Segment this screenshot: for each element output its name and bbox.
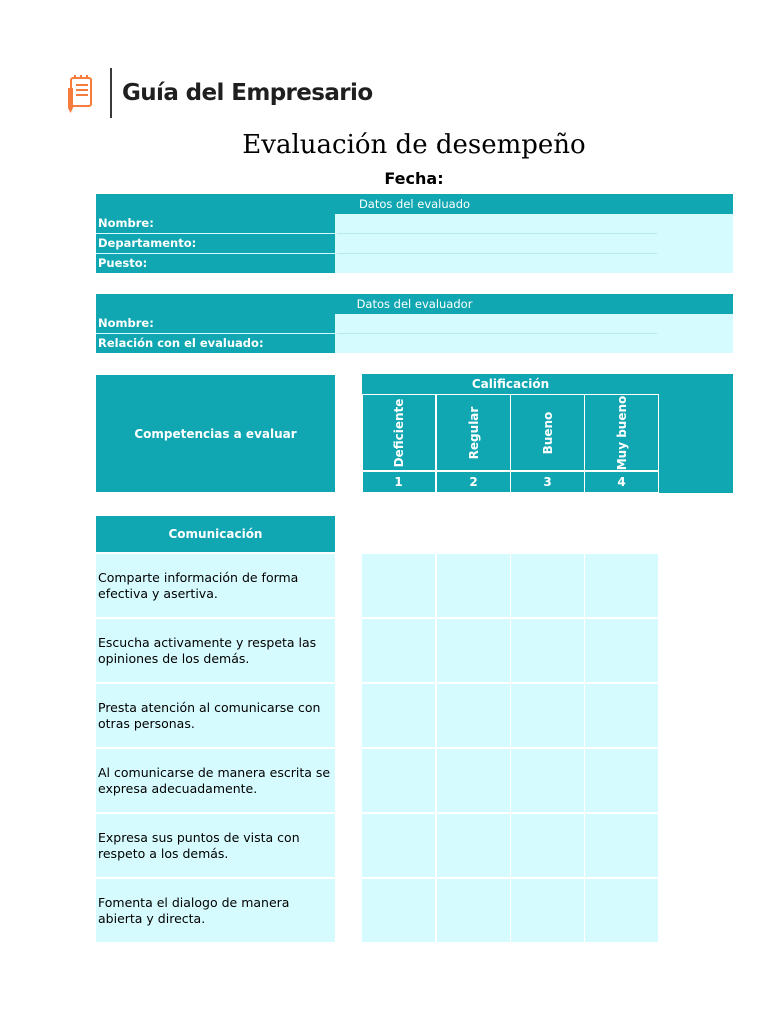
- rating-cell-r5-c1[interactable]: [362, 814, 435, 877]
- evaluated-department-field[interactable]: [337, 234, 733, 254]
- competency-item: Al comunicarse de manera escrita se expresa adecuadamente.: [96, 749, 335, 812]
- rating-cell-r2-c3[interactable]: [511, 619, 584, 682]
- competency-item: Fomenta el dialogo de manera abierta y directa.: [96, 879, 335, 942]
- rating-cell-r1-c3[interactable]: [511, 554, 584, 617]
- rating-cell-r2-c2[interactable]: [437, 619, 510, 682]
- rating-cell-r3-c3[interactable]: [511, 684, 584, 747]
- rating-cell-r3-c2[interactable]: [437, 684, 510, 747]
- rating-frame: [362, 394, 659, 493]
- rating-value-1: 1: [362, 472, 435, 492]
- rating-value-2: 2: [437, 472, 510, 492]
- rating-cell-r1-c2[interactable]: [437, 554, 510, 617]
- notepad-icon: [66, 74, 96, 114]
- brand-name: Guía del Empresario: [122, 80, 373, 106]
- evaluated-name-label: Nombre:: [96, 214, 335, 233]
- evaluated-position-field[interactable]: [337, 254, 733, 274]
- rating-cell-r5-c2[interactable]: [437, 814, 510, 877]
- rating-level-muy-bueno: Muy bueno: [585, 395, 658, 470]
- evaluated-position-label: Puesto:: [96, 254, 335, 273]
- evaluator-section-title: Datos del evaluador: [96, 294, 733, 314]
- competencies-header: Competencias a evaluar: [96, 375, 335, 492]
- evaluator-name-label: Nombre:: [96, 314, 335, 333]
- rating-level-regular: Regular: [437, 395, 510, 470]
- competency-item: Escucha activamente y respeta las opiniones de los demás.: [96, 619, 335, 682]
- rating-cell-r4-c2[interactable]: [437, 749, 510, 812]
- rating-level-bueno: Bueno: [511, 395, 584, 470]
- competency-item: Comparte información de forma efectiva y asertiva.: [96, 554, 335, 617]
- rating-extra-column: [659, 374, 733, 493]
- rating-cell-r1-c1[interactable]: [362, 554, 435, 617]
- evaluated-section-title: Datos del evaluado: [96, 194, 733, 214]
- logo-divider: [110, 68, 112, 118]
- rating-cell-r6-c4[interactable]: [585, 879, 658, 942]
- evaluator-name-field[interactable]: [337, 314, 733, 334]
- evaluated-department-label: Departamento:: [96, 234, 335, 253]
- evaluated-name-field[interactable]: [337, 214, 733, 234]
- rating-cell-r4-c1[interactable]: [362, 749, 435, 812]
- rating-value-4: 4: [585, 472, 658, 492]
- rating-cell-r5-c3[interactable]: [511, 814, 584, 877]
- rating-cell-r3-c1[interactable]: [362, 684, 435, 747]
- rating-cell-r6-c2[interactable]: [437, 879, 510, 942]
- section-title: Comunicación: [96, 516, 335, 552]
- date-label: Fecha:: [384, 169, 444, 188]
- page-title: Evaluación de desempeño: [242, 130, 586, 160]
- rating-cell-r4-c3[interactable]: [511, 749, 584, 812]
- rating-level-deficiente: Deficiente: [362, 395, 435, 470]
- evaluator-relation-label: Relación con el evaluado:: [96, 334, 335, 353]
- rating-cell-r2-c4[interactable]: [585, 619, 658, 682]
- rating-cell-r2-c1[interactable]: [362, 619, 435, 682]
- rating-cell-r6-c3[interactable]: [511, 879, 584, 942]
- rating-header: Calificación: [362, 374, 659, 394]
- competency-item: Presta atención al comunicarse con otras personas.: [96, 684, 335, 747]
- rating-cell-r5-c4[interactable]: [585, 814, 658, 877]
- evaluator-relation-field[interactable]: [337, 334, 733, 354]
- competency-item: Expresa sus puntos de vista con respeto a los demás.: [96, 814, 335, 877]
- rating-value-3: 3: [511, 472, 584, 492]
- rating-cell-r4-c4[interactable]: [585, 749, 658, 812]
- rating-cell-r1-c4[interactable]: [585, 554, 658, 617]
- rating-cell-r6-c1[interactable]: [362, 879, 435, 942]
- rating-cell-r3-c4[interactable]: [585, 684, 658, 747]
